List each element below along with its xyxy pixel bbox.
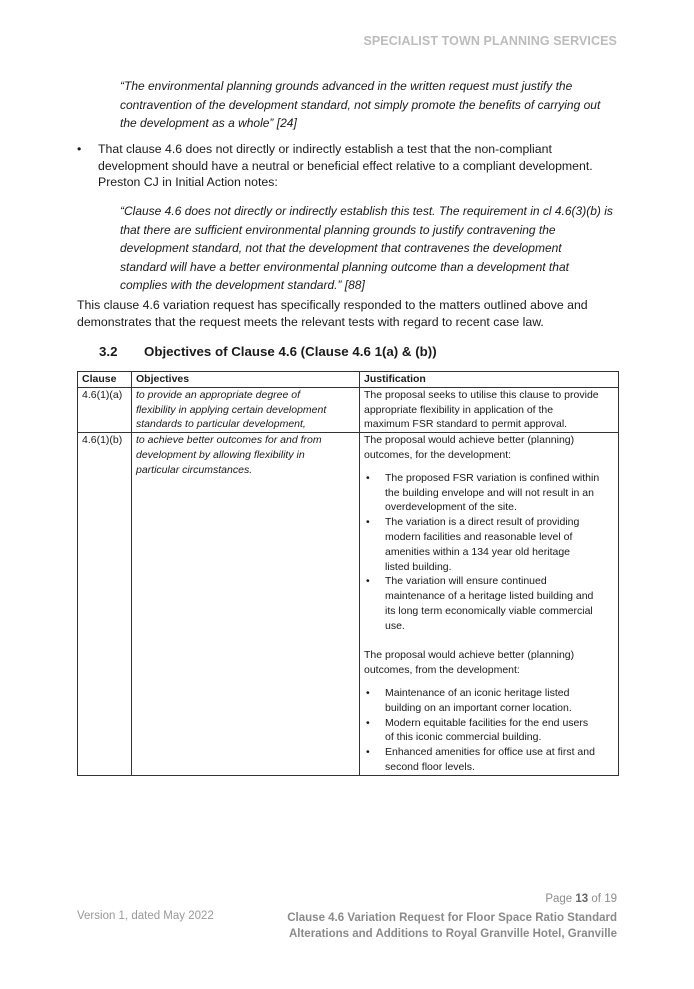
text-line: flexibility in applying certain development [136,403,327,416]
section-number: 3.2 [99,344,118,359]
text-line: listed building. [385,560,452,573]
list-item [364,471,614,515]
page-prefix: Page [545,893,573,905]
text-line: development by allowing flexibility in [136,448,305,461]
clause-cell: 4.6(1)(a) [78,387,132,432]
text-line: outcomes, for the development: [364,448,512,461]
text-line: development should have a neutral or beneficial effect relative to a compliant development. [98,158,593,173]
quote-2 [120,202,620,295]
text-line: • The variation is a direct result of providing [385,516,580,529]
text-line: The proposal would achieve better (planning) [364,434,575,447]
text-line: that there are sufficient environmental planning grounds to justify contravening the [120,222,556,237]
objectives-table [77,371,619,776]
text-line: • The variation will ensure continued [385,575,547,588]
text-line: The proposal would achieve better (planning) [364,649,575,662]
page-current: 13 [575,893,589,905]
list-item [364,745,614,775]
header-brand: SPECIALIST TOWN PLANNING SERVICES [363,34,617,48]
header-objectives: Objectives [132,372,360,388]
list-item [364,716,614,746]
text-line: the development as a whole” [24] [120,116,297,130]
text-line: maintenance of a heritage listed building and [385,590,594,603]
page-sep: of [591,893,601,905]
text-line: Preston CJ in Initial Action notes: [98,175,278,189]
text-line: amenities within a 134 year old heritage [385,545,571,558]
text-line: “The environmental planning grounds advanced in the written request must justify the [120,79,573,93]
text-line: the building envelope and will not result in an [385,486,594,499]
text-line: • Enhanced amenities for office use at first and [385,746,595,759]
header-clause: Clause [78,372,132,388]
text-line: development standard, not that the development that contravenes the development [120,241,562,255]
list-item [364,686,614,716]
footer-title-line: Alterations and Additions to Royal Granville Hotel, Granville [288,928,617,940]
objective-cell [132,387,360,432]
text-line: its long term economically viable commercial [385,604,593,617]
body-paragraph [77,297,622,331]
justification-list [364,686,614,775]
table-row [78,433,619,776]
text-line: contravention of the development standard, not simply promote the benefits of carrying out [120,97,601,112]
text-line: That clause 4.6 does not directly or indirectly establish a test that the non-compliant [98,142,552,156]
text-line: This clause 4.6 variation request has specifically responded to the matters outlined above and [77,298,588,312]
text-line: standards to particular development, [136,418,306,431]
text-line: of this iconic commercial building. [385,731,542,744]
table-header-row [78,372,619,388]
text-line: outcomes, from the development: [364,664,520,677]
justification-cell [360,387,619,432]
text-line: to achieve better outcomes for and from [136,434,322,447]
text-line: “Clause 4.6 does not directly or indirectly establish this test. The requirement in cl 4.6(3)(b) is [120,204,613,218]
text-line: modern facilities and reasonable level of [385,530,573,543]
text-line: The proposal seeks to utilise this clause to provide [364,388,599,401]
text-line: complies with the development standard.” [88] [120,278,365,292]
footer-version: Version 1, dated May 2022 [77,910,214,922]
list-item [364,515,614,574]
text-line: • Maintenance of an iconic heritage listed [385,686,570,699]
text-line: overdevelopment of the site. [385,501,517,514]
table-row [78,387,619,432]
justification-list [364,471,614,634]
objective-cell [132,433,360,776]
text-line: use. [385,619,405,632]
text-line: building on an important corner location. [385,701,572,714]
text-line: • The proposed FSR variation is confined within [385,471,600,484]
text-line: appropriate flexibility in application of the [364,403,554,416]
list-item [364,574,614,633]
page-total: 19 [604,893,617,905]
text-line: demonstrates that the request meets the relevant tests with regard to recent case law. [77,315,544,329]
text-line: particular circumstances. [136,463,253,476]
bullet-marker: • [77,142,82,156]
section-title: Objectives of Clause 4.6 (Clause 4.6 1(a) & (b)) [144,344,437,359]
justification-cell [360,433,619,776]
page-number [545,893,617,905]
clause-cell: 4.6(1)(b) [78,433,132,776]
text-line: standard will have a better environmental planning outcome than a development that [120,259,569,274]
footer-title [287,910,617,942]
text-line: • Modern equitable facilities for the end users [385,716,589,729]
header-justification: Justification [360,372,619,388]
text-line: maximum FSR standard to permit approval. [364,418,568,431]
text-line: second floor levels. [385,760,475,773]
section-heading [99,344,437,359]
quote-1 [120,77,620,133]
text-line: to provide an appropriate degree of [136,388,301,401]
footer-title-line: Clause 4.6 Variation Request for Floor Space Ratio Standard [287,912,617,924]
